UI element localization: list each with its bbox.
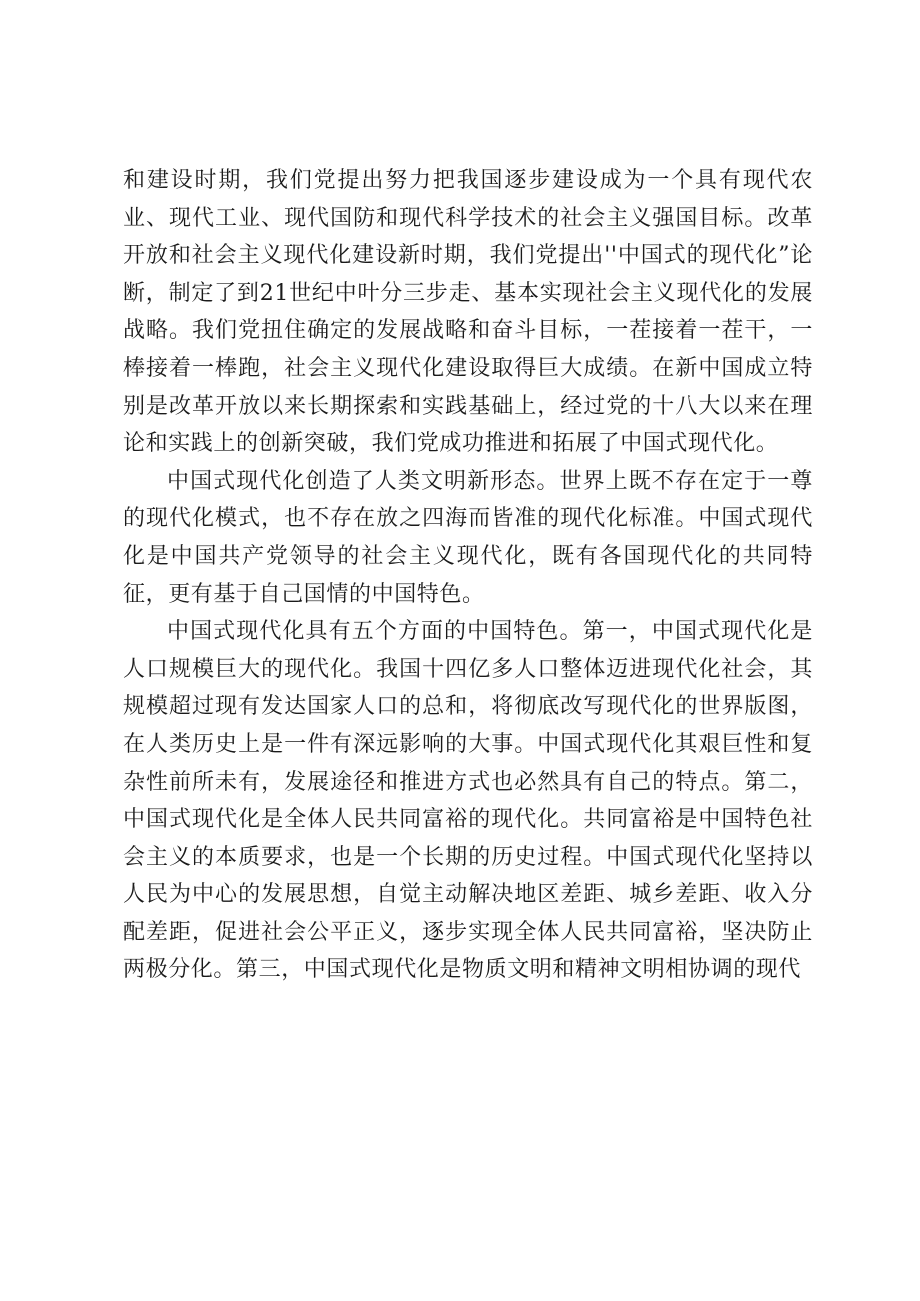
paragraph-new-civilization: 中国式现代化创造了人类文明新形态。世界上既不存在定于一尊的现代化模式，也不存在放之四海而皆准的现代化标准。中国式现代化是中国共产党领导的社会主义现代化，既有各国现代化的共同特征，更有基于自己国情的中国特色。 xyxy=(123,468,813,607)
paragraph-continuation: 和建设时期，我们党提出努力把我国逐步建设成为一个具有现代农业、现代工业、现代国防和现代科学技术的社会主义强国目标。改革开放和社会主义现代化建设新时期，我们党提出''中国式的现代化”论断，制定了到21世纪中叶分三步走、基本实现社会主义现代化的发展战略。我们党扭住确定的发展战略和奋斗目标，一茬接着一茬干，一棒接着一棒跑，社会主义现代化建设取得巨大成绩。在新中国成立特别是改革开放以来长期探索和实践基础上，经过党的十八大以来在理论和实践上的创新突破，我们党成功推进和拓展了中国式现代化。 xyxy=(123,168,813,457)
document-body xyxy=(123,162,813,989)
paragraph-five-characteristics: 中国式现代化具有五个方面的中国特色。第一，中国式现代化是人口规模巨大的现代化。我国十四亿多人口整体迈进现代化社会，其规模超过现有发达国家人口的总和，将彻底改写现代化的世界版图，在人类历史上是一件有深远影响的大事。中国式现代化其艰巨性和复杂性前所未有，发展途径和推进方式也必然具有自己的特点。第二，中国式现代化是全体人民共同富裕的现代化。共同富裕是中国特色社会主义的本质要求，也是一个长期的历史过程。中国式现代化坚持以人民为中心的发展思想，自觉主动解决地区差距、城乡差距、收入分配差距，促进社会公平正义，逐步实现全体人民共同富裕，坚决防止两极分化。第三，中国式现代化是物质文明和精神文明相协调的现代 xyxy=(123,619,813,983)
